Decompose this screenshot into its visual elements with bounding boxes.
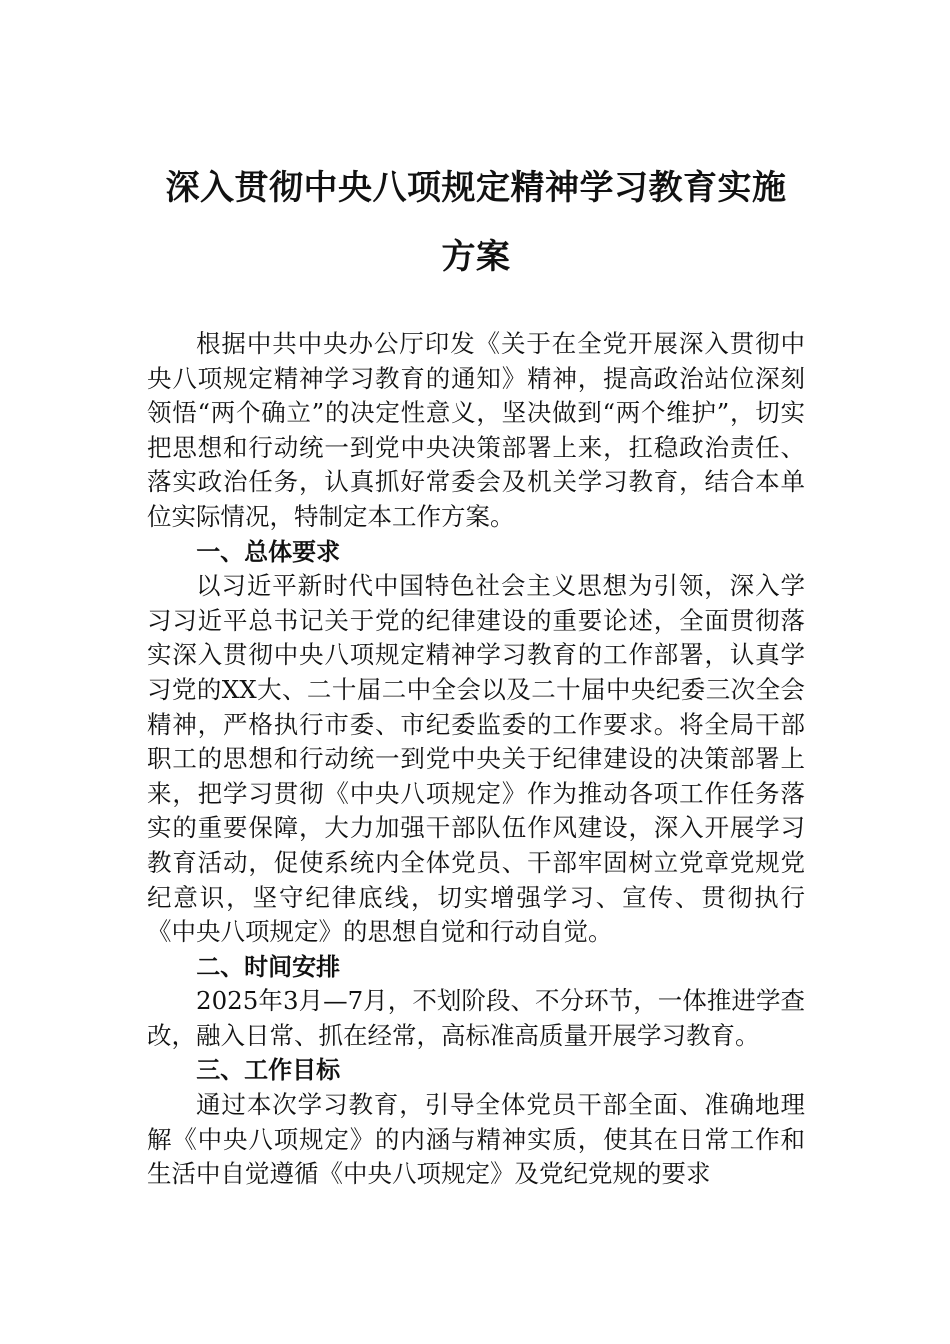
intro-paragraph: 根据中共中央办公厅印发《关于在全党开展深入贯彻中央八项规定精神学习教育的通知》精神，提高政治站位深刻领悟“两个确立”的决定性意义，坚决做到“两个维护”，切实把思想和行动统一到党中央决策部署上来，扛稳政治责任、落实政治任务，认真抓好常委会及机关学习教育，结合本单位实际情况，特制定本工作方案。	[147, 329, 805, 531]
document-body	[147, 327, 805, 1192]
section-heading-schedule: 二、时间安排	[196, 952, 341, 981]
section-heading-general-requirements: 一、总体要求	[196, 537, 341, 566]
section-paragraph-general-requirements: 以习近平新时代中国特色社会主义思想为引领，深入学习习近平总书记关于党的纪律建设的重要论述，全面贯彻落实深入贯彻中央八项规定精神学习教育的工作部署，认真学习党的XX大、二十届二中全会以及二十届中央纪委三次全会精神，严格执行市委、市纪委监委的工作要求。将全局干部职工的思想和行动统一到党中央关于纪律建设的决策部署上来，把学习贯彻《中央八项规定》作为推动各项工作任务落实的重要保障，大力加强干部队伍作风建设，深入开展学习教育活动，促使系统内全体党员、干部牢固树立党章党规党纪意识，坚守纪律底线，切实增强学习、宣传、贯彻执行《中央八项规定》的思想自觉和行动自觉。	[147, 571, 805, 947]
document-title-continuation: 方案	[441, 237, 511, 277]
document-title: 深入贯彻中央八项规定精神学习教育实施	[165, 168, 787, 208]
section-paragraph-schedule: 2025年3月—7月，不划阶段、不分环节，一体推进学查改，融入日常、抓在经常，高标准高质量开展学习教育。	[147, 986, 805, 1050]
section-paragraph-goals: 通过本次学习教育，引导全体党员干部全面、准确地理解《中央八项规定》的内涵与精神实质，使其在日常工作和生活中自觉遵循《中央八项规定》及党纪党规的要求	[147, 1090, 805, 1189]
section-heading-goals: 三、工作目标	[196, 1056, 341, 1085]
